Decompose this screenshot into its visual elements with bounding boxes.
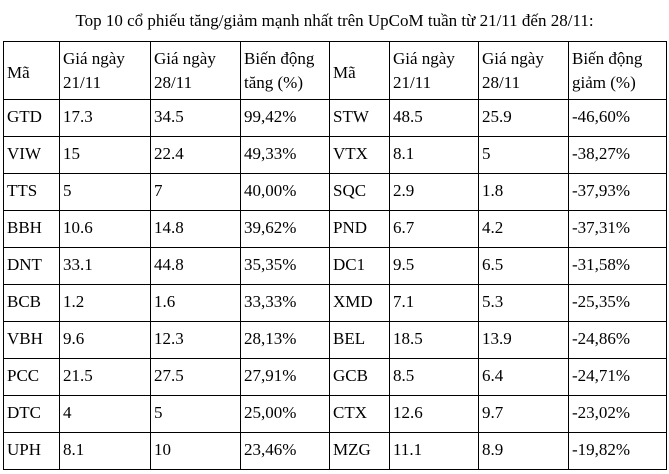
gain-change-cell: 40,00% xyxy=(241,174,330,211)
gain-price-28-cell: 5 xyxy=(151,396,241,433)
header-line: giảm (%) xyxy=(572,73,636,92)
gain-change-cell: 25,00% xyxy=(241,396,330,433)
table-row xyxy=(4,433,667,470)
header-line: Giá ngày xyxy=(393,49,455,68)
loss-code-cell: GCB xyxy=(330,359,390,396)
header-line: Giá ngày xyxy=(154,49,216,68)
loss-code-cell: MZG xyxy=(330,433,390,470)
gain-code-cell: PCC xyxy=(4,359,60,396)
gain-code-cell: GTD xyxy=(4,100,60,137)
loss-price-21-cell: 9.5 xyxy=(390,248,479,285)
loss-price-28-cell: 4.2 xyxy=(479,211,569,248)
header-line: Giá ngày xyxy=(63,49,125,68)
table-row xyxy=(4,285,667,322)
gain-code-cell: BCB xyxy=(4,285,60,322)
gain-change-cell: 23,46% xyxy=(241,433,330,470)
header-code-loss: Mã xyxy=(330,42,390,100)
loss-code-cell: SQC xyxy=(330,174,390,211)
gain-price-21-cell: 10.6 xyxy=(60,211,151,248)
table-row xyxy=(4,322,667,359)
loss-change-cell: -23,02% xyxy=(569,396,667,433)
loss-price-21-cell: 11.1 xyxy=(390,433,479,470)
table-row xyxy=(4,359,667,396)
loss-price-28-cell: 6.5 xyxy=(479,248,569,285)
loss-price-21-cell: 18.5 xyxy=(390,322,479,359)
gain-price-28-cell: 44.8 xyxy=(151,248,241,285)
loss-change-cell: -37,93% xyxy=(569,174,667,211)
loss-price-21-cell: 6.7 xyxy=(390,211,479,248)
loss-change-cell: -19,82% xyxy=(569,433,667,470)
gain-price-21-cell: 15 xyxy=(60,137,151,174)
table-title: Top 10 cổ phiếu tăng/giảm mạnh nhất trên UpCoM tuần từ 21/11 đến 28/11: xyxy=(75,11,594,30)
header-line: 21/11 xyxy=(63,73,102,92)
gain-code-cell: UPH xyxy=(4,433,60,470)
gain-price-21-cell: 21.5 xyxy=(60,359,151,396)
loss-price-21-cell: 12.6 xyxy=(390,396,479,433)
table-row xyxy=(4,248,667,285)
gain-change-cell: 28,13% xyxy=(241,322,330,359)
header-line: 21/11 xyxy=(393,73,432,92)
gain-change-cell: 99,42% xyxy=(241,100,330,137)
loss-price-28-cell: 5.3 xyxy=(479,285,569,322)
gain-code-cell: DNT xyxy=(4,248,60,285)
loss-price-21-cell: 8.5 xyxy=(390,359,479,396)
loss-code-cell: BEL xyxy=(330,322,390,359)
loss-price-28-cell: 13.9 xyxy=(479,322,569,359)
loss-price-21-cell: 8.1 xyxy=(390,137,479,174)
loss-change-cell: -38,27% xyxy=(569,137,667,174)
table-row xyxy=(4,137,667,174)
gain-price-21-cell: 5 xyxy=(60,174,151,211)
gain-change-cell: 27,91% xyxy=(241,359,330,396)
loss-change-cell: -24,71% xyxy=(569,359,667,396)
gain-price-21-cell: 33.1 xyxy=(60,248,151,285)
header-line: Biến động xyxy=(244,49,315,68)
gain-change-cell: 39,62% xyxy=(241,211,330,248)
gain-price-28-cell: 10 xyxy=(151,433,241,470)
loss-code-cell: CTX xyxy=(330,396,390,433)
loss-change-cell: -25,35% xyxy=(569,285,667,322)
gain-price-28-cell: 1.6 xyxy=(151,285,241,322)
loss-change-cell: -24,86% xyxy=(569,322,667,359)
gain-price-28-cell: 34.5 xyxy=(151,100,241,137)
header-line: 28/11 xyxy=(482,73,521,92)
header-code-gain: Mã xyxy=(4,42,60,100)
loss-price-28-cell: 25.9 xyxy=(479,100,569,137)
gain-code-cell: BBH xyxy=(4,211,60,248)
loss-code-cell: DC1 xyxy=(330,248,390,285)
gain-price-21-cell: 8.1 xyxy=(60,433,151,470)
stock-table xyxy=(3,41,667,470)
loss-change-cell: -37,31% xyxy=(569,211,667,248)
table-row xyxy=(4,100,667,137)
loss-price-21-cell: 48.5 xyxy=(390,100,479,137)
header-line: tăng (%) xyxy=(244,73,304,92)
loss-price-28-cell: 6.4 xyxy=(479,359,569,396)
loss-change-cell: -46,60% xyxy=(569,100,667,137)
gain-change-cell: 33,33% xyxy=(241,285,330,322)
loss-code-cell: STW xyxy=(330,100,390,137)
gain-price-21-cell: 17.3 xyxy=(60,100,151,137)
header-change-up xyxy=(241,42,330,100)
gain-code-cell: VBH xyxy=(4,322,60,359)
header-price-21-loss xyxy=(390,42,479,100)
loss-price-21-cell: 2.9 xyxy=(390,174,479,211)
table-row xyxy=(4,174,667,211)
gain-price-28-cell: 22.4 xyxy=(151,137,241,174)
header-price-28-gain xyxy=(151,42,241,100)
gain-code-cell: DTC xyxy=(4,396,60,433)
gain-change-cell: 49,33% xyxy=(241,137,330,174)
gain-change-cell: 35,35% xyxy=(241,248,330,285)
loss-code-cell: XMD xyxy=(330,285,390,322)
gain-price-21-cell: 4 xyxy=(60,396,151,433)
loss-price-28-cell: 1.8 xyxy=(479,174,569,211)
header-price-28-loss xyxy=(479,42,569,100)
loss-price-28-cell: 5 xyxy=(479,137,569,174)
loss-price-28-cell: 9.7 xyxy=(479,396,569,433)
gain-code-cell: TTS xyxy=(4,174,60,211)
header-line: 28/11 xyxy=(154,73,193,92)
loss-change-cell: -31,58% xyxy=(569,248,667,285)
gain-price-28-cell: 12.3 xyxy=(151,322,241,359)
header-line: Giá ngày xyxy=(482,49,544,68)
gain-code-cell: VIW xyxy=(4,137,60,174)
header-row xyxy=(4,42,667,100)
gain-price-28-cell: 27.5 xyxy=(151,359,241,396)
table-row xyxy=(4,211,667,248)
gain-price-21-cell: 1.2 xyxy=(60,285,151,322)
loss-price-21-cell: 7.1 xyxy=(390,285,479,322)
header-change-down xyxy=(569,42,667,100)
header-line: Biến động xyxy=(572,49,643,68)
gain-price-28-cell: 7 xyxy=(151,174,241,211)
loss-code-cell: VTX xyxy=(330,137,390,174)
header-price-21-gain xyxy=(60,42,151,100)
gain-price-21-cell: 9.6 xyxy=(60,322,151,359)
table-row xyxy=(4,396,667,433)
gain-price-28-cell: 14.8 xyxy=(151,211,241,248)
loss-code-cell: PND xyxy=(330,211,390,248)
loss-price-28-cell: 8.9 xyxy=(479,433,569,470)
